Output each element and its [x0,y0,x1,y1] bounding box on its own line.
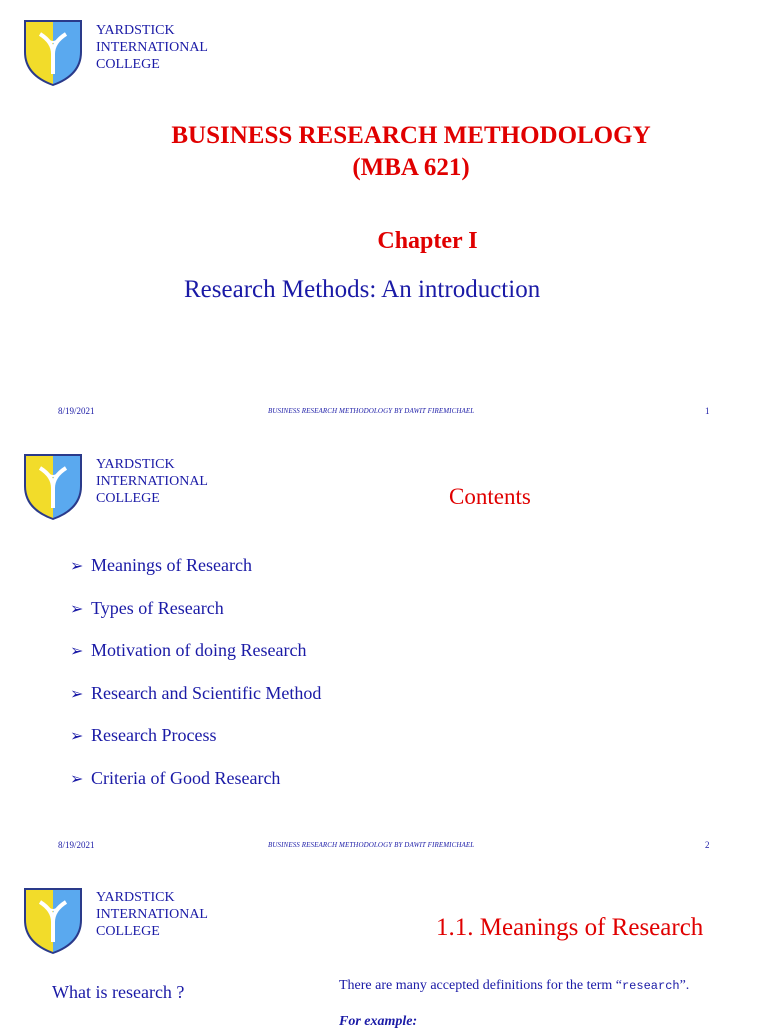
contents-list [70,554,321,809]
definition-suffix: ”. [679,978,690,993]
list-item [70,597,321,640]
chapter-subtitle: Research Methods: An introduction [184,276,541,303]
college-name-line: COLLEGE [96,924,160,939]
footer-date: 8/19/2021 [58,406,95,416]
list-item [70,682,321,725]
footer-date: 8/19/2021 [58,840,95,850]
slide-footer [0,406,768,420]
definition-term: research [621,979,680,993]
question-text: What is research ? [52,982,185,1002]
list-item-text: Types of Research [91,597,224,618]
list-item-text: Meanings of Research [91,555,252,575]
definition-prefix: There are many accepted definitions for the term “ [339,978,622,993]
list-item [70,767,321,810]
arrow-bullet-icon: ➢ [70,770,84,788]
course-code: (MBA 621) [352,154,470,181]
list-item-text: Research and Scientific Method [91,682,322,703]
contents-heading: Contents [449,484,531,509]
arrow-bullet-icon: ➢ [70,558,84,575]
arrow-bullet-icon: ➢ [70,728,84,745]
section-heading: 1.1. Meanings of Research [436,914,704,941]
list-item [70,554,321,597]
chapter-heading: Chapter I [377,228,478,254]
list-item [70,639,321,682]
course-title-line: BUSINESS RESEARCH METHODOLOGY [171,122,651,149]
college-name [96,889,208,940]
college-name-line: COLLEGE [96,57,160,72]
college-name-line: YARDSTICK [96,23,175,38]
college-name-line: YARDSTICK [96,457,175,472]
slide-1 [0,0,768,434]
college-name [96,22,208,73]
arrow-bullet-icon: ➢ [70,685,84,703]
footer-title: BUSINESS RESEARCH METHODOLOGY BY DAWIT FIREMICHAEL [268,841,475,849]
arrow-bullet-icon: ➢ [70,643,84,660]
slide-3 [0,868,768,1029]
list-item [70,724,321,767]
page-number: 1 [705,406,710,416]
course-title [0,120,768,184]
college-logo-icon [22,16,84,86]
list-item-text: Criteria of Good Research [91,767,281,788]
college-name-line: INTERNATIONAL [96,907,208,922]
list-item-text: Motivation of doing Research [91,640,307,660]
college-name-line: YARDSTICK [96,890,175,905]
page-number: 2 [705,840,710,850]
example-label: For example: [339,1014,418,1029]
slide-footer [0,840,768,854]
definition-text [339,978,689,994]
college-name-line: COLLEGE [96,491,160,506]
college-name-line: INTERNATIONAL [96,40,208,55]
list-item-text: Research Process [91,725,217,745]
slide-2 [0,434,768,868]
footer-title: BUSINESS RESEARCH METHODOLOGY BY DAWIT FIREMICHAEL [268,407,475,415]
college-name-line: INTERNATIONAL [96,474,208,489]
college-name [96,456,208,507]
college-logo-icon [22,884,84,954]
college-logo-icon [22,450,84,520]
arrow-bullet-icon: ➢ [70,600,84,618]
